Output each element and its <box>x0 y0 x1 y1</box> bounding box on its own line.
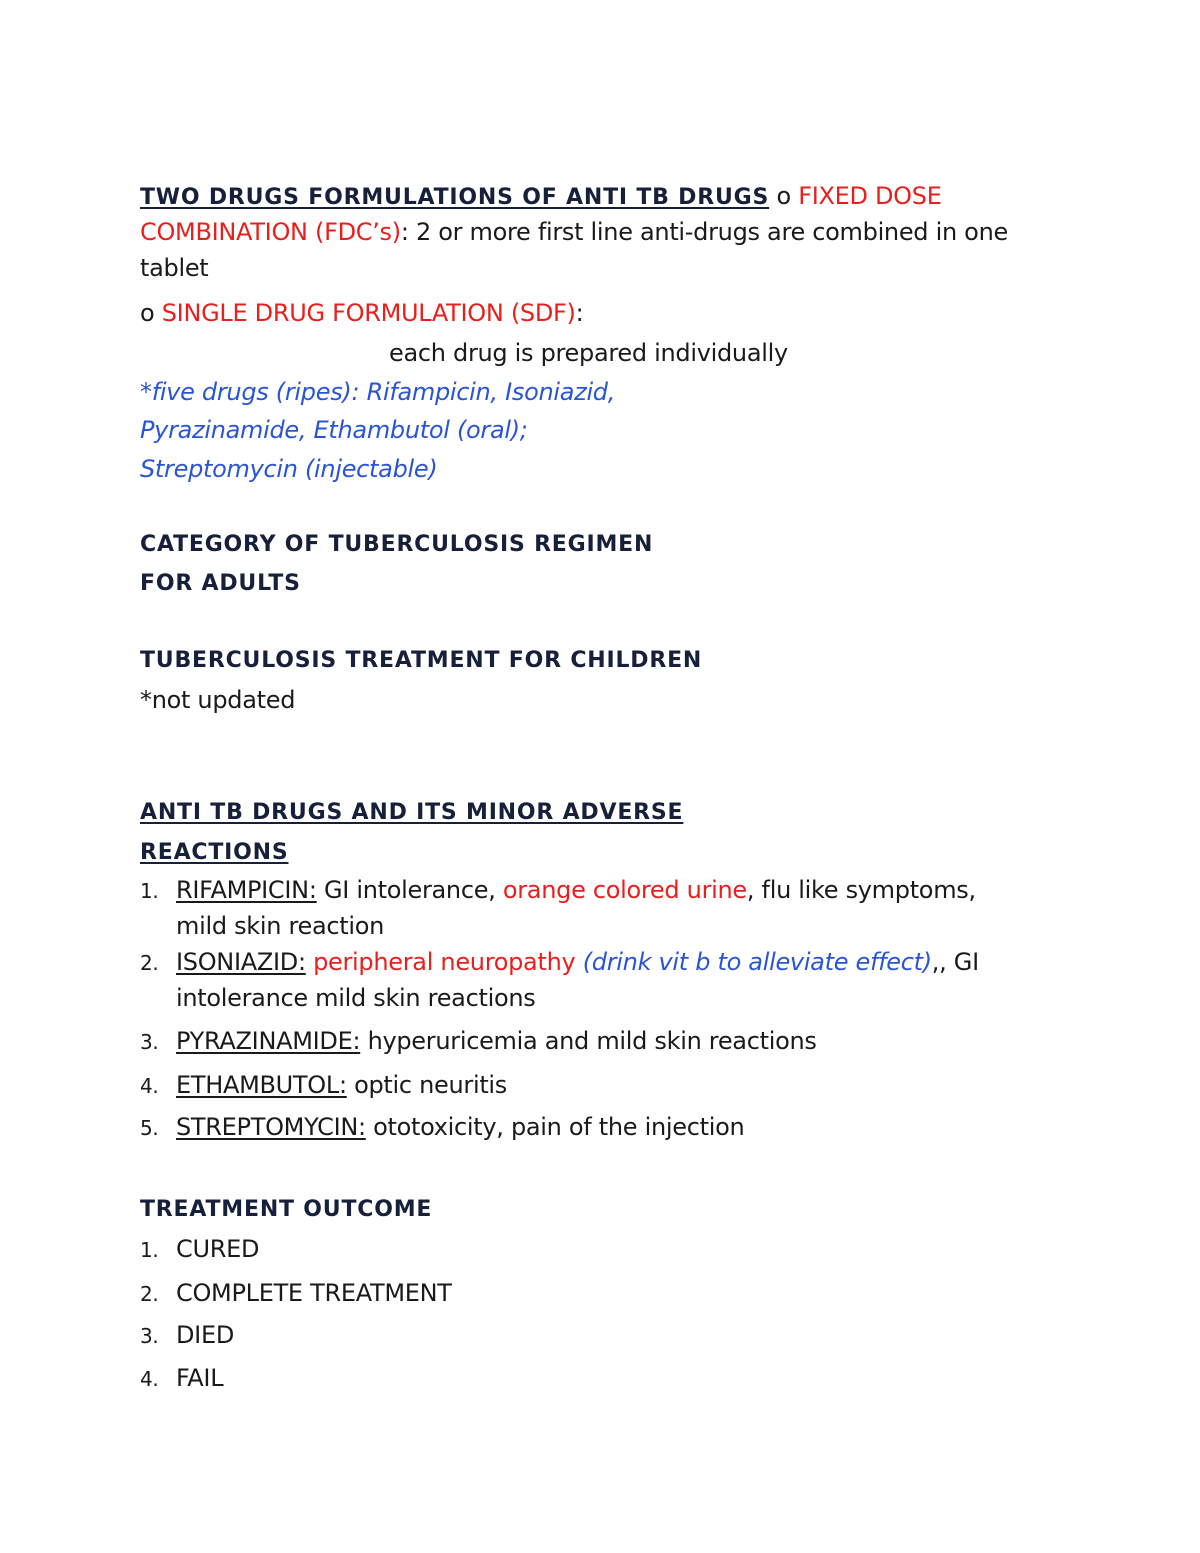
five-drugs-line-3: Streptomycin (injectable) <box>140 455 438 483</box>
five-drugs-line-2: Pyrazinamide, Ethambutol (oral); <box>140 416 528 444</box>
fdc-line <box>140 215 1008 249</box>
adverse-item-2-cont: intolerance mild skin reactions <box>176 984 536 1012</box>
sdf-colon: : <box>575 299 584 327</box>
outcome-heading: TREATMENT OUTCOME <box>140 1197 433 1222</box>
adverse-heading-1: ANTI TB DRUGS AND ITS MINOR ADVERSE <box>140 800 684 825</box>
outcome-item-4 <box>140 1361 223 1396</box>
sdf-label: SINGLE DRUG FORMULATION (SDF) <box>161 299 576 327</box>
reaction-note: (drink vit b to alleviate effect) <box>582 948 932 976</box>
item-number: 1. <box>140 1238 159 1262</box>
bullet: o <box>140 299 155 327</box>
regimen-heading-1: CATEGORY OF TUBERCULOSIS REGIMEN <box>140 532 654 557</box>
reaction-text: GI intolerance, <box>316 876 503 904</box>
adverse-item-1 <box>140 873 976 908</box>
item-number: 2. <box>140 1282 159 1306</box>
children-heading: TUBERCULOSIS TREATMENT FOR CHILDREN <box>140 648 703 673</box>
bullet: o <box>776 182 791 210</box>
fdc-line-cont <box>140 251 208 285</box>
item-number: 2. <box>140 951 159 975</box>
item-number: 5. <box>140 1116 159 1140</box>
outcome-text: DIED <box>176 1321 235 1349</box>
fdc-label: FIXED DOSE <box>798 182 942 210</box>
formulations-heading-line <box>140 179 942 215</box>
drug-name: RIFAMPICIN: <box>176 876 317 904</box>
fdc-description-cont: tablet <box>140 254 209 282</box>
reaction-text: ototoxicity, pain of the injection <box>365 1113 745 1141</box>
outcome-item-3 <box>140 1318 234 1353</box>
adverse-item-1-cont: mild skin reaction <box>176 912 385 940</box>
drug-name: STREPTOMYCIN: <box>176 1113 366 1141</box>
adverse-item-2 <box>140 945 979 980</box>
fdc-label-cont: COMBINATION (FDC’s) <box>140 218 401 246</box>
item-number: 4. <box>140 1074 159 1098</box>
sdf-line <box>140 296 583 330</box>
item-number: 3. <box>140 1030 159 1054</box>
outcome-text: COMPLETE TREATMENT <box>176 1279 452 1307</box>
drug-name: ISONIAZID: <box>176 948 306 976</box>
outcome-item-1 <box>140 1232 259 1267</box>
regimen-heading-2: FOR ADULTS <box>140 571 301 596</box>
item-number: 3. <box>140 1324 159 1348</box>
reaction-text-b: ,, GI <box>931 948 979 976</box>
fdc-description: 2 or more first line anti-drugs are combined in one <box>408 218 1008 246</box>
outcome-text: FAIL <box>176 1364 224 1392</box>
item-number: 1. <box>140 879 159 903</box>
reaction-text-b: , flu like symptoms, <box>746 876 976 904</box>
outcome-item-2 <box>140 1276 452 1311</box>
outcome-text: CURED <box>176 1235 260 1263</box>
reaction-highlight: orange colored urine <box>502 876 747 904</box>
formulations-title: TWO DRUGS FORMULATIONS OF ANTI TB DRUGS <box>140 185 770 210</box>
reaction-text: optic neuritis <box>346 1071 508 1099</box>
reaction-highlight: peripheral neuropathy <box>313 948 576 976</box>
drug-name: PYRAZINAMIDE: <box>176 1027 361 1055</box>
adverse-heading-2: REACTIONS <box>140 840 289 865</box>
adverse-item-3 <box>140 1024 817 1059</box>
adverse-item-4 <box>140 1068 507 1103</box>
adverse-item-5 <box>140 1110 744 1145</box>
fdc-colon: : <box>400 218 409 246</box>
drug-name: ETHAMBUTOL: <box>176 1071 347 1099</box>
reaction-text: hyperuricemia and mild skin reactions <box>360 1027 817 1055</box>
item-number: 4. <box>140 1367 159 1391</box>
not-updated-note: *not updated <box>140 686 296 714</box>
five-drugs-line-1: *five drugs (ripes): Rifampicin, Isoniazid, <box>140 378 616 406</box>
sdf-description: each drug is prepared individually <box>389 339 788 367</box>
